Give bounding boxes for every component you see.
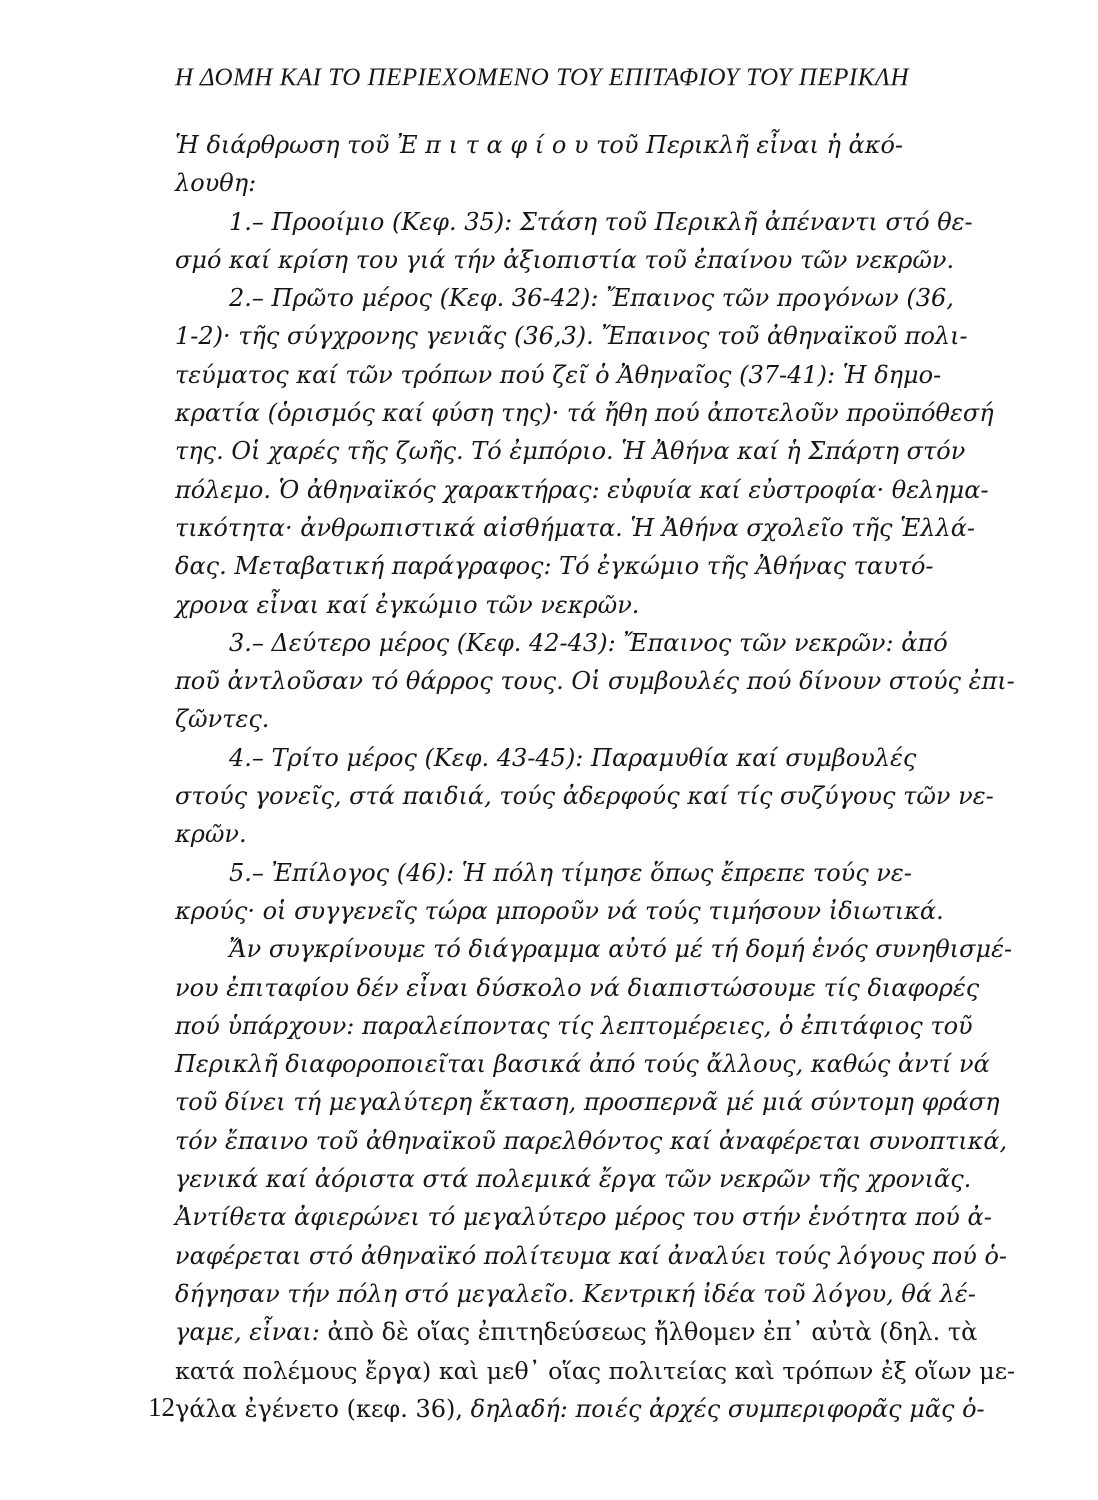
text-line: στούς γονεῖς, στά παιδιά, τούς ἀδερφούς καί τίς συζύγους τῶν νε- [175, 782, 994, 811]
text-line: ζῶντες. [175, 705, 270, 734]
text-line-mixed [175, 1390, 1015, 1428]
text-line: δήγησαν τήν πόλη στό μεγαλεῖο. Κεντρική ἰδέα τοῦ λόγου, θά λέ- [175, 1279, 976, 1308]
text-line: 3.– Δεύτερο μέρος (Κεφ. 42-43): Ἔπαινος τῶν νεκρῶν: ἀπό [229, 628, 948, 657]
text-line: τεύματος καί τῶν τρόπων πού ζεῖ ὁ Ἀθηναῖος (37-41): Ἡ δημο- [175, 360, 942, 389]
text-line: 5.– Ἐπίλογος (46): Ἡ πόλη τίμησε ὅπως ἔπρεπε τούς νε- [229, 858, 912, 887]
text-line-mixed [175, 1313, 1015, 1351]
text-line: τοῦ δίνει τή μεγαλύτερη ἔκταση, προσπερνᾶ μέ μιά σύντομη φράση [175, 1088, 1000, 1117]
text-segment: γαμε, εἶναι: [175, 1318, 320, 1347]
text-line: κρούς· οἱ συγγενεῖς τώρα μποροῦν νά τούς τιμήσουν ἰδιωτικά. [175, 896, 944, 925]
text-line: χρονα εἶναι καί ἐγκώμιο τῶν νεκρῶν. [175, 590, 640, 619]
text-line: κατά πολέμους ἔργα) καὶ μεθ᾿ οἵας πολιτείας καὶ τρόπων ἐξ οἵων με- [175, 1356, 1016, 1385]
text-line: 4.– Τρίτο μέρος (Κεφ. 43-45): Παραμυθία καί συμβουλές [229, 743, 917, 772]
text-line: Ἄν συγκρίνουμε τό διάγραμμα αὐτό μέ τή δομή ἑνός συνηθισμέ- [229, 935, 1013, 964]
text-line: πού ὑπάρχουν: παραλείποντας τίς λεπτομέρειες, ὁ ἐπιτάφιος τοῦ [175, 1011, 973, 1040]
text-line: λουθη: [175, 169, 257, 198]
text-line: Ἡ διάρθρωση τοῦ Ἐ π ι τ α φ ί ο υ τοῦ Περικλῆ εἶναι ἡ ἀκό- [175, 131, 904, 159]
text-line: κρῶν. [175, 820, 247, 849]
text-line: Περικλῆ διαφοροποιεῖται βασικά ἀπό τούς ἄλλους, καθώς ἀντί νά [175, 1050, 990, 1079]
text-line: κρατία (ὁρισμός καί φύση της)· τά ἤθη πού ἀποτελοῦν προϋπόθεσή [175, 399, 994, 428]
text-line: γενικά καί ἀόριστα στά πολεμικά ἔργα τῶν νεκρῶν τῆς χρονιᾶς. [175, 1165, 972, 1194]
text-line: Ἀντίθετα ἀφιερώνει τό μεγαλύτερο μέρος του στήν ἑνότητα πού ἀ- [175, 1203, 992, 1232]
running-header: Η ΔΟΜΗ ΚΑΙ ΤΟ ΠΕΡΙΕΧΟΜΕΝΟ ΤΟΥ ΕΠΙΤΑΦΙΟΥ ΤΟΥ ΠΕΡΙΚΛΗ [175, 64, 910, 91]
quotation-segment: γάλα ἐγένετο (κεφ. 36), [175, 1394, 464, 1423]
quotation-segment: ἀπὸ δὲ οἵας ἐπιτηδεύσεως ἤλθομεν ἐπ᾿ αὐτὰ (δηλ. τὰ [319, 1318, 978, 1347]
text-segment: δηλαδή: ποιές ἀρχές συμπεριφορᾶς μᾶς ὁ- [463, 1394, 985, 1423]
text-line: τόν ἔπαινο τοῦ ἀθηναϊκοῦ παρελθόντος καί ἀναφέρεται συνοπτικά, [175, 1126, 1008, 1155]
page-number: 12 [148, 1392, 175, 1422]
text-line: πόλεμο. Ὁ ἀθηναϊκός χαρακτήρας: εὐφυία καί εὐστροφία· θελημα- [175, 475, 989, 504]
body-text [175, 126, 1015, 1428]
text-line: ναφέρεται στό ἀθηναϊκό πολίτευμα καί ἀναλύει τούς λόγους πού ὁ- [175, 1241, 1008, 1270]
text-line: δας. Μεταβατική παράγραφος: Τό ἐγκώμιο τῆς Ἀθήνας ταυτό- [175, 552, 934, 581]
text-line: 2.– Πρῶτο μέρος (Κεφ. 36-42): Ἔπαινος τῶν προγόνων (36, [229, 284, 954, 313]
text-line: τικότητα· ἀνθρωπιστικά αἰσθήματα. Ἡ Ἀθήνα σχολεῖο τῆς Ἑλλά- [175, 513, 976, 542]
text-line: σμό καί κρίση του γιά τήν ἀξιοπιστία τοῦ ἐπαίνου τῶν νεκρῶν. [175, 245, 955, 274]
text-line: 1-2)· τῆς σύγχρονης γενιᾶς (36,3). Ἔπαινος τοῦ ἀθηναϊκοῦ πολι- [175, 322, 968, 351]
text-line: ποῦ ἀντλοῦσαν τό θάρρος τους. Οἱ συμβουλές πού δίνουν στούς ἐπι- [175, 667, 1015, 696]
text-line: 1.– Προοίμιο (Κεφ. 35): Στάση τοῦ Περικλῆ ἀπέναντι στό θε- [229, 207, 973, 236]
text-line: νου ἐπιταφίου δέν εἶναι δύσκολο νά διαπιστώσουμε τίς διαφορές [175, 973, 980, 1002]
text-line: της. Οἱ χαρές τῆς ζωῆς. Τό ἐμπόριο. Ἡ Ἀθήνα καί ἡ Σπάρτη στόν [175, 437, 966, 466]
